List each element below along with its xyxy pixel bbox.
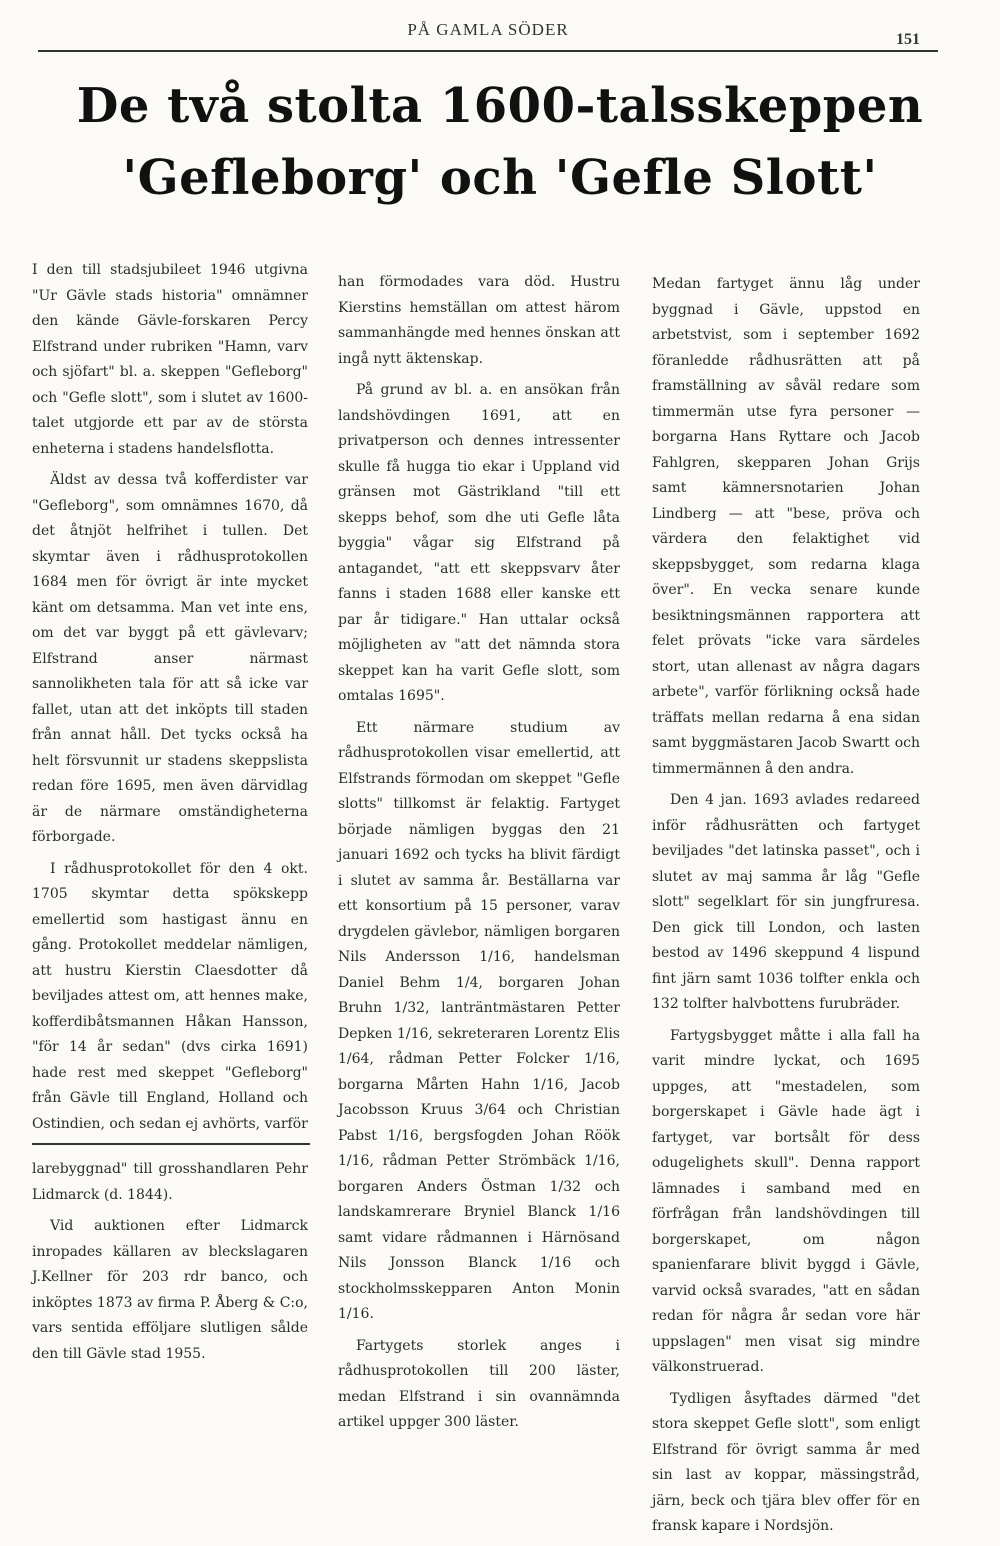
- text-column-1: [32, 258, 308, 1373]
- running-title: PÅ GAMLA SÖDER: [407, 20, 569, 39]
- text-column-2: [338, 270, 620, 1442]
- paragraph: Ett närmare studium av rådhusprotokollen visar emellertid, att Elfstrands förmodan om skeppet "Gefle slotts" tillkomst är felaktig. Fartyget började nämligen byggas den 21 januari 1692 och tycks ha blivit färdigt i slutet av samma år. Beställarna var ett konsortium på 15 personer, varav drygdelen gävlebor, nämligen borgaren Nils Andersson 1/16, handelsman Daniel Behm 1/4, borgaren Johan Bruhn 1/32, lanträntmästaren Petter Depken 1/16, sekreteraren Lorentz Elis 1/64, rådman Petter Folcker 1/16, borgarna Mårten Hahn 1/16, Jacob Jacobsson Kruus 3/64 och Christian Pabst 1/16, bergsfogden Johan Röök 1/16, rådman Petter Strömbäck 1/16, borgaren Anders Östman 1/32 och landskamrerare Bryniel Blanck 1/16 samt vidare rådmannen i Härnösand Nils Jonsson Blanck 1/16 och stockholmsskepparen Anton Monin 1/16.: [338, 719, 620, 1322]
- continued-article: [32, 1157, 308, 1367]
- paragraph: Fartygsbygget måtte i alla fall ha varit mindre lyckat, och 1695 uppges, att "mestadelen, som borgerskapet i Gävle hade ägt i fartyget, var bortsålt för dess odugelighets skull". Denna rapport lämnades i samband med en förfrågan från landshövdingen till borgerskapet, om någon spanienfarare blivit byggd i Gävle, varvid också svarades, "att en sådan redan för några år sedan vore här uppslagen" men visat sig mindre välkonstruerad.: [652, 1027, 920, 1375]
- paragraph: Fartygets storlek anges i rådhusprotokollen till 200 läster, medan Elfstrand i sin ovannämnda artikel uppger 300 läster.: [338, 1337, 620, 1430]
- paragraph: larebyggnad" till grosshandlaren Pehr Lidmarck (d. 1844).: [32, 1161, 308, 1203]
- text-column-3: [652, 272, 920, 1546]
- paragraph: Tydligen åsyftades därmed "det stora skeppet Gefle slott", som enligt Elfstrand för övrigt samma år med sin last av koppar, mässingstråd, järn, beck och tjära blev offer för en fransk kapare i Nordsjön.: [652, 1390, 920, 1534]
- running-head: [38, 20, 938, 52]
- paragraph: han förmodades vara död. Hustru Kierstins hemställan om attest härom sammanhängde med hennes önskan att ingå nytt äktenskap.: [338, 274, 620, 367]
- paragraph: Den 4 jan. 1693 avlades redareed inför rådhusrätten och fartyget beviljades "det latinska passet", och i slutet av maj samma år låg "Gefle slott" segelklart för sin jungfruresa. Den gick till London, och lasten bestod av 1496 skeppund 4 lispund fint järn samt 1036 tolfter enkla och 132 tolfter halvbottens furubräder.: [652, 792, 920, 1012]
- paragraph: I den till stadsjubileet 1946 utgivna "Ur Gävle stads historia" omnämner den kände Gävle-forskaren Percy Elfstrand under rubriken "Hamn, varv och sjöfart" bl. a. skeppen "Gefleborg" och "Gefle slott", som i slutet av 1600-talet utgjorde ett par av de största enheterna i stadens handelsflotta.: [32, 262, 308, 457]
- page-number: 151: [896, 31, 920, 48]
- headline-line-1: De två stolta 1600-talsskeppen: [76, 78, 924, 134]
- paragraph: Vid auktionen efter Lidmarck inropades källaren av bleckslagaren J.Kellner för 203 rdr banco, och inköptes 1873 av firma P. Åberg & C:o, vars sentida efföljare slutligen sålde den till Gävle stad 1955.: [32, 1218, 308, 1362]
- headline-line-2: 'Gefleborg' och 'Gefle Slott': [122, 150, 878, 206]
- paragraph: Medan fartyget ännu låg under byggnad i Gävle, uppstod en arbetstvist, som i september 1692 föranledde rådhusrätten att på framställning av såväl redare som timmermän utse fyra personer — borgarna Hans Ryttare och Jacob Fahlgren, skepparen Johan Grijs samt kämnersnotarien Johan Lindberg — att "bese, pröva och värdera den felaktighet vid skeppsbygget, som redarna klaga över". En vecka senare kunde besiktningsmännen rapportera att felet prövats "icke vara särdeles stort, utan allenast av några dagars arbete", varför förlikning också hade träffats mellan redarna å ena sidan samt byggmästaren Jacob Swartt och timmermännen å den andra.: [652, 276, 920, 777]
- paragraph: I rådhusprotokollet för den 4 okt. 1705 skymtar detta spökskepp emellertid som hastigast ännu en gång. Protokollet meddelar nämligen, att hustru Kierstin Claesdotter då beviljades attest om, att hennes make, kofferdibåtsmannen Håkan Hansson, "för 14 år sedan" (dvs cirka 1691) hade rest med skeppet "Gefleborg" från Gävle till England, Holland och Ostindien, och sedan ej avhörts, varför: [32, 860, 308, 1132]
- section-divider: [32, 1143, 310, 1145]
- paragraph: Äldst av dessa två kofferdister var "Gefleborg", som omnämnes 1670, då det åtnjöt helfrihet i tullen. Det skymtar även i rådhusprotokollen 1684 men för övrigt är inte mycket känt om detsamma. Man vet inte ens, om det var byggt på ett gävlevarv; Elfstrand anser närmast sannolikheten tala för att så icke var fallet, utan att det inköpts till staden från annat håll. Det tycks också ha helt försvunnit ur stadens skeppslista redan före 1695, men även därvidlag är de närmare omständigheterna förborgade.: [32, 472, 308, 845]
- paragraph: På grund av bl. a. en ansökan från landshövdingen 1691, att en privatperson och dennes intressenter skulle få hugga tio ekar i Uppland vid gränsen mot Gästrikland "till ett skepps behof, som dhe uti Gefle låta byggia" vågar sig Elfstrand på antagandet, "att ett skeppsvarv åter fanns i staden 1688 eller kanske ett par år tidigare." Han uttalar också möjligheten av "att det nämnda stora skeppet kan ha varit Gefle slott, som omtalas 1695".: [338, 382, 620, 704]
- article-headline: [40, 70, 960, 214]
